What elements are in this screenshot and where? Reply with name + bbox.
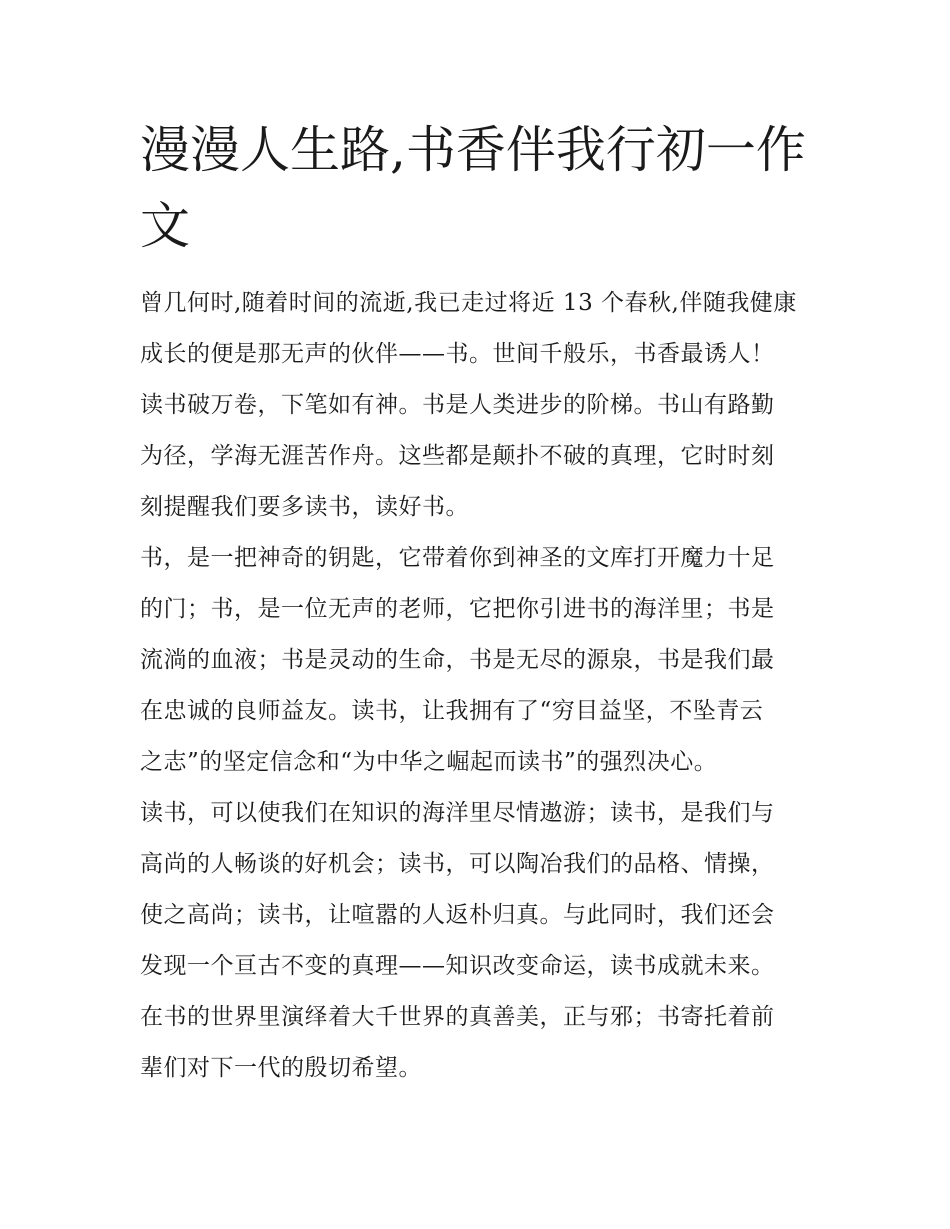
text-line: 使之高尚；读书，让喧嚣的人返朴归真。与此同时，我们还会 xyxy=(140,902,775,928)
text-line: 读书，可以使我们在知识的海洋里尽情遨游；读书，是我们与 xyxy=(140,800,775,826)
title-line-1: 漫漫人生路,书香伴我行初一作 xyxy=(140,121,806,179)
text-line: 辈们对下一代的殷切希望。 xyxy=(140,1055,422,1081)
text-line: 曾几何时,随着时间的流逝,我已走过将近 13 个春秋,伴随我健康 xyxy=(140,290,797,316)
text-line: 在忠诚的良师益友。读书，让我拥有了“穷目益坚，不坠青云 xyxy=(140,698,764,724)
page-title xyxy=(140,112,820,264)
text-line: 为径，学海无涯苦作舟。这些都是颠扑不破的真理，它时时刻 xyxy=(140,443,775,469)
text-line: 发现一个亘古不变的真理——知识改变命运，读书成就未来。 xyxy=(140,953,775,979)
text-line: 成长的便是那无声的伙伴——书。世间千般乐，书香最诱人！ xyxy=(140,341,775,367)
text-line: 流淌的血液；书是灵动的生命，书是无尽的源泉，书是我们最 xyxy=(140,647,775,673)
text-line: 书，是一把神奇的钥匙，它带着你到神圣的文库打开魔力十足 xyxy=(140,545,775,571)
text-line: 刻提醒我们要多读书，读好书。 xyxy=(140,494,469,520)
text-line: 的门；书，是一位无声的老师，它把你引进书的海洋里；书是 xyxy=(140,596,775,622)
text-line: 高尚的人畅谈的好机会；读书，可以陶冶我们的品格、情操， xyxy=(140,851,775,877)
text-line: 在书的世界里演绎着大千世界的真善美，正与邪；书寄托着前 xyxy=(140,1004,775,1030)
title-line-2: 文 xyxy=(140,197,190,255)
text-line: 之志”的坚定信念和“为中华之崛起而读书”的强烈决心。 xyxy=(140,749,718,775)
text-line: 读书破万卷，下笔如有神。书是人类进步的阶梯。书山有路勤 xyxy=(140,392,775,418)
essay-body xyxy=(140,278,820,1094)
